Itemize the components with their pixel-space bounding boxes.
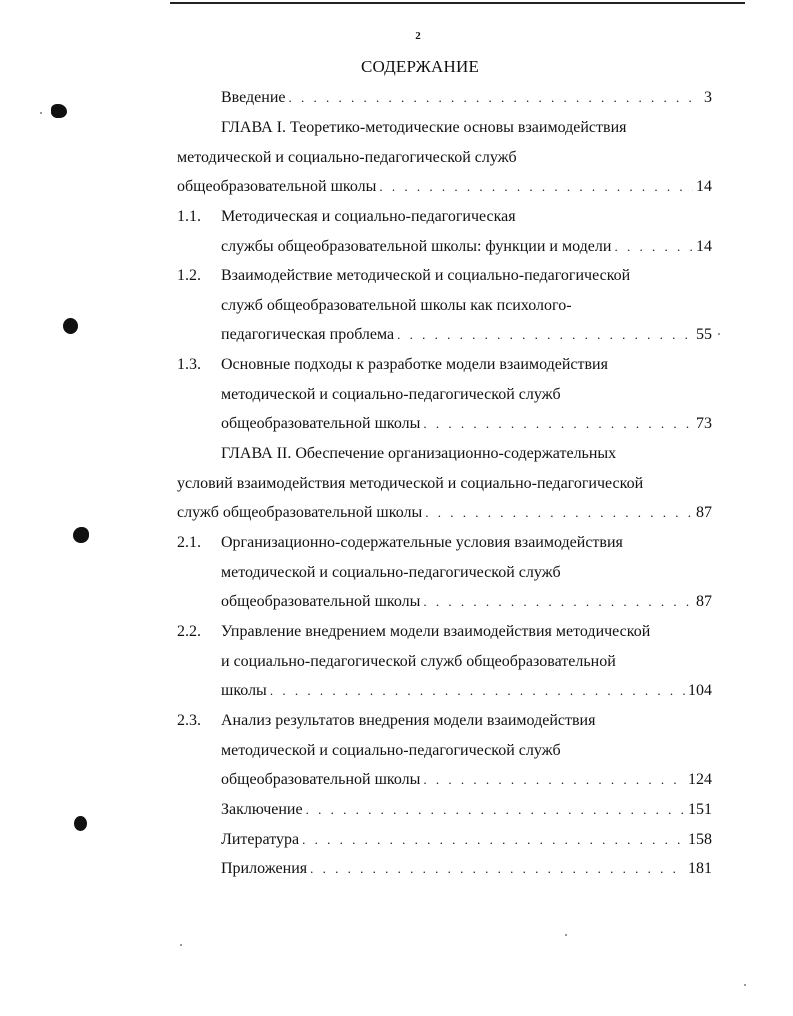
toc-entry-intro[interactable]: [221, 88, 712, 108]
toc-page-number: 151: [688, 801, 712, 818]
leader-dots: [379, 177, 693, 197]
toc-page-number: 55: [696, 326, 712, 343]
scan-speck: [180, 944, 182, 946]
toc-chapter2-line2: условий взаимодействия методической и социально-педагогической: [177, 475, 644, 492]
toc-chapter1-line2: методической и социально-педагогической служб: [177, 149, 517, 166]
toc-entry-chapter1[interactable]: [177, 177, 712, 197]
leader-dots: [397, 325, 693, 345]
leader-dots: [423, 770, 685, 790]
leader-dots: [614, 237, 693, 257]
toc-page-number: 14: [696, 178, 712, 195]
punch-hole-mark: [63, 318, 78, 334]
toc-entry-label: общеобразовательной школы: [221, 415, 421, 432]
toc-page-number: 14: [696, 238, 712, 255]
toc-entry-section-1-2[interactable]: [221, 325, 712, 345]
punch-hole-mark: [73, 527, 89, 543]
toc-section-1-2-line2: служб общеобразовательной школы как психолого-: [221, 297, 572, 314]
page-title: СОДЕРЖАНИЕ: [360, 57, 480, 76]
toc-entry-section-2-2[interactable]: [221, 681, 712, 701]
toc-entry-chapter2[interactable]: [177, 503, 712, 523]
toc-entry-label: Литература: [221, 831, 300, 848]
toc-section-1-2-line1: Взаимодействие методической и социально-педагогической: [221, 267, 631, 284]
toc-page-number: 158: [688, 831, 712, 848]
section-number: 1.2.: [177, 267, 201, 284]
leader-dots: [306, 800, 685, 820]
toc-section-2-2-line2: и социально-педагогической служб общеобразовательной: [221, 653, 616, 670]
leader-dots: [270, 681, 685, 701]
toc-entry-section-2-3[interactable]: [221, 770, 712, 790]
toc-entry-label: служб общеобразовательной школы: [177, 504, 423, 521]
toc-section-2-3-line2: методической и социально-педагогической служб: [221, 742, 561, 759]
section-number: 1.3.: [177, 356, 201, 373]
toc-chapter2-line1: ГЛАВА II. Обеспечение организационно-содержательных: [221, 445, 617, 462]
scan-speck: [40, 112, 42, 114]
leader-dots: [310, 859, 685, 879]
page-number: 2: [415, 30, 421, 42]
toc-page-number: 73: [696, 415, 712, 432]
toc-entry-label: педагогическая проблема: [221, 326, 395, 343]
toc-section-1-3-line2: методической и социально-педагогической служб: [221, 386, 561, 403]
top-border-line: [170, 2, 745, 4]
toc-entry-label: Введение: [221, 89, 286, 106]
toc-page-number: 87: [696, 504, 712, 521]
leader-dots: [423, 592, 693, 612]
section-number: 1.1.: [177, 208, 201, 225]
leader-dots: [423, 414, 693, 434]
toc-entry-label: общеобразовательной школы: [221, 593, 421, 610]
toc-entry-label: Заключение: [221, 801, 303, 818]
leader-dots: [289, 88, 702, 108]
toc-page-number: 87: [696, 593, 712, 610]
toc-entry-appendices[interactable]: [221, 859, 712, 879]
scan-speck: [744, 984, 746, 986]
section-number: 2.2.: [177, 623, 201, 640]
toc-entry-label: службы общеобразовательной школы: функции и модели: [221, 238, 612, 255]
toc-entry-section-2-1[interactable]: [221, 592, 712, 612]
toc-page-number: 104: [688, 682, 712, 699]
scan-speck: [718, 333, 720, 335]
toc-entry-conclusion[interactable]: [221, 800, 712, 820]
leader-dots: [302, 830, 685, 850]
toc-entry-literature[interactable]: [221, 830, 712, 850]
toc-page-number: 181: [688, 860, 712, 877]
punch-hole-mark: [51, 104, 67, 118]
toc-entry-label: школы: [221, 682, 267, 699]
toc-entry-label: Приложения: [221, 860, 308, 877]
punch-hole-mark: [74, 816, 87, 831]
scan-speck: [565, 934, 567, 936]
leader-dots: [425, 503, 693, 523]
toc-section-2-1-line2: методической и социально-педагогической служб: [221, 564, 561, 581]
section-number: 2.1.: [177, 534, 201, 551]
toc-entry-label: общеобразовательной школы: [177, 178, 377, 195]
toc-entry-section-1-3[interactable]: [221, 414, 712, 434]
section-number: 2.3.: [177, 712, 201, 729]
toc-entry-section-1-1[interactable]: [221, 237, 712, 257]
toc-section-2-2-line1: Управление внедрением модели взаимодействия методической: [221, 623, 651, 640]
toc-page-number: 3: [704, 89, 712, 106]
toc-section-1-3-line1: Основные подходы к разработке модели взаимодействия: [221, 356, 608, 373]
toc-chapter1-line1: ГЛАВА I. Теоретико-методические основы взаимодействия: [221, 119, 627, 136]
toc-section-1-1-line1: Методическая и социально-педагогическая: [221, 208, 516, 225]
toc-page-number: 124: [688, 771, 712, 788]
toc-entry-label: общеобразовательной школы: [221, 771, 421, 788]
toc-section-2-1-line1: Организационно-содержательные условия взаимодействия: [221, 534, 623, 551]
toc-section-2-3-line1: Анализ результатов внедрения модели взаимодействия: [221, 712, 596, 729]
